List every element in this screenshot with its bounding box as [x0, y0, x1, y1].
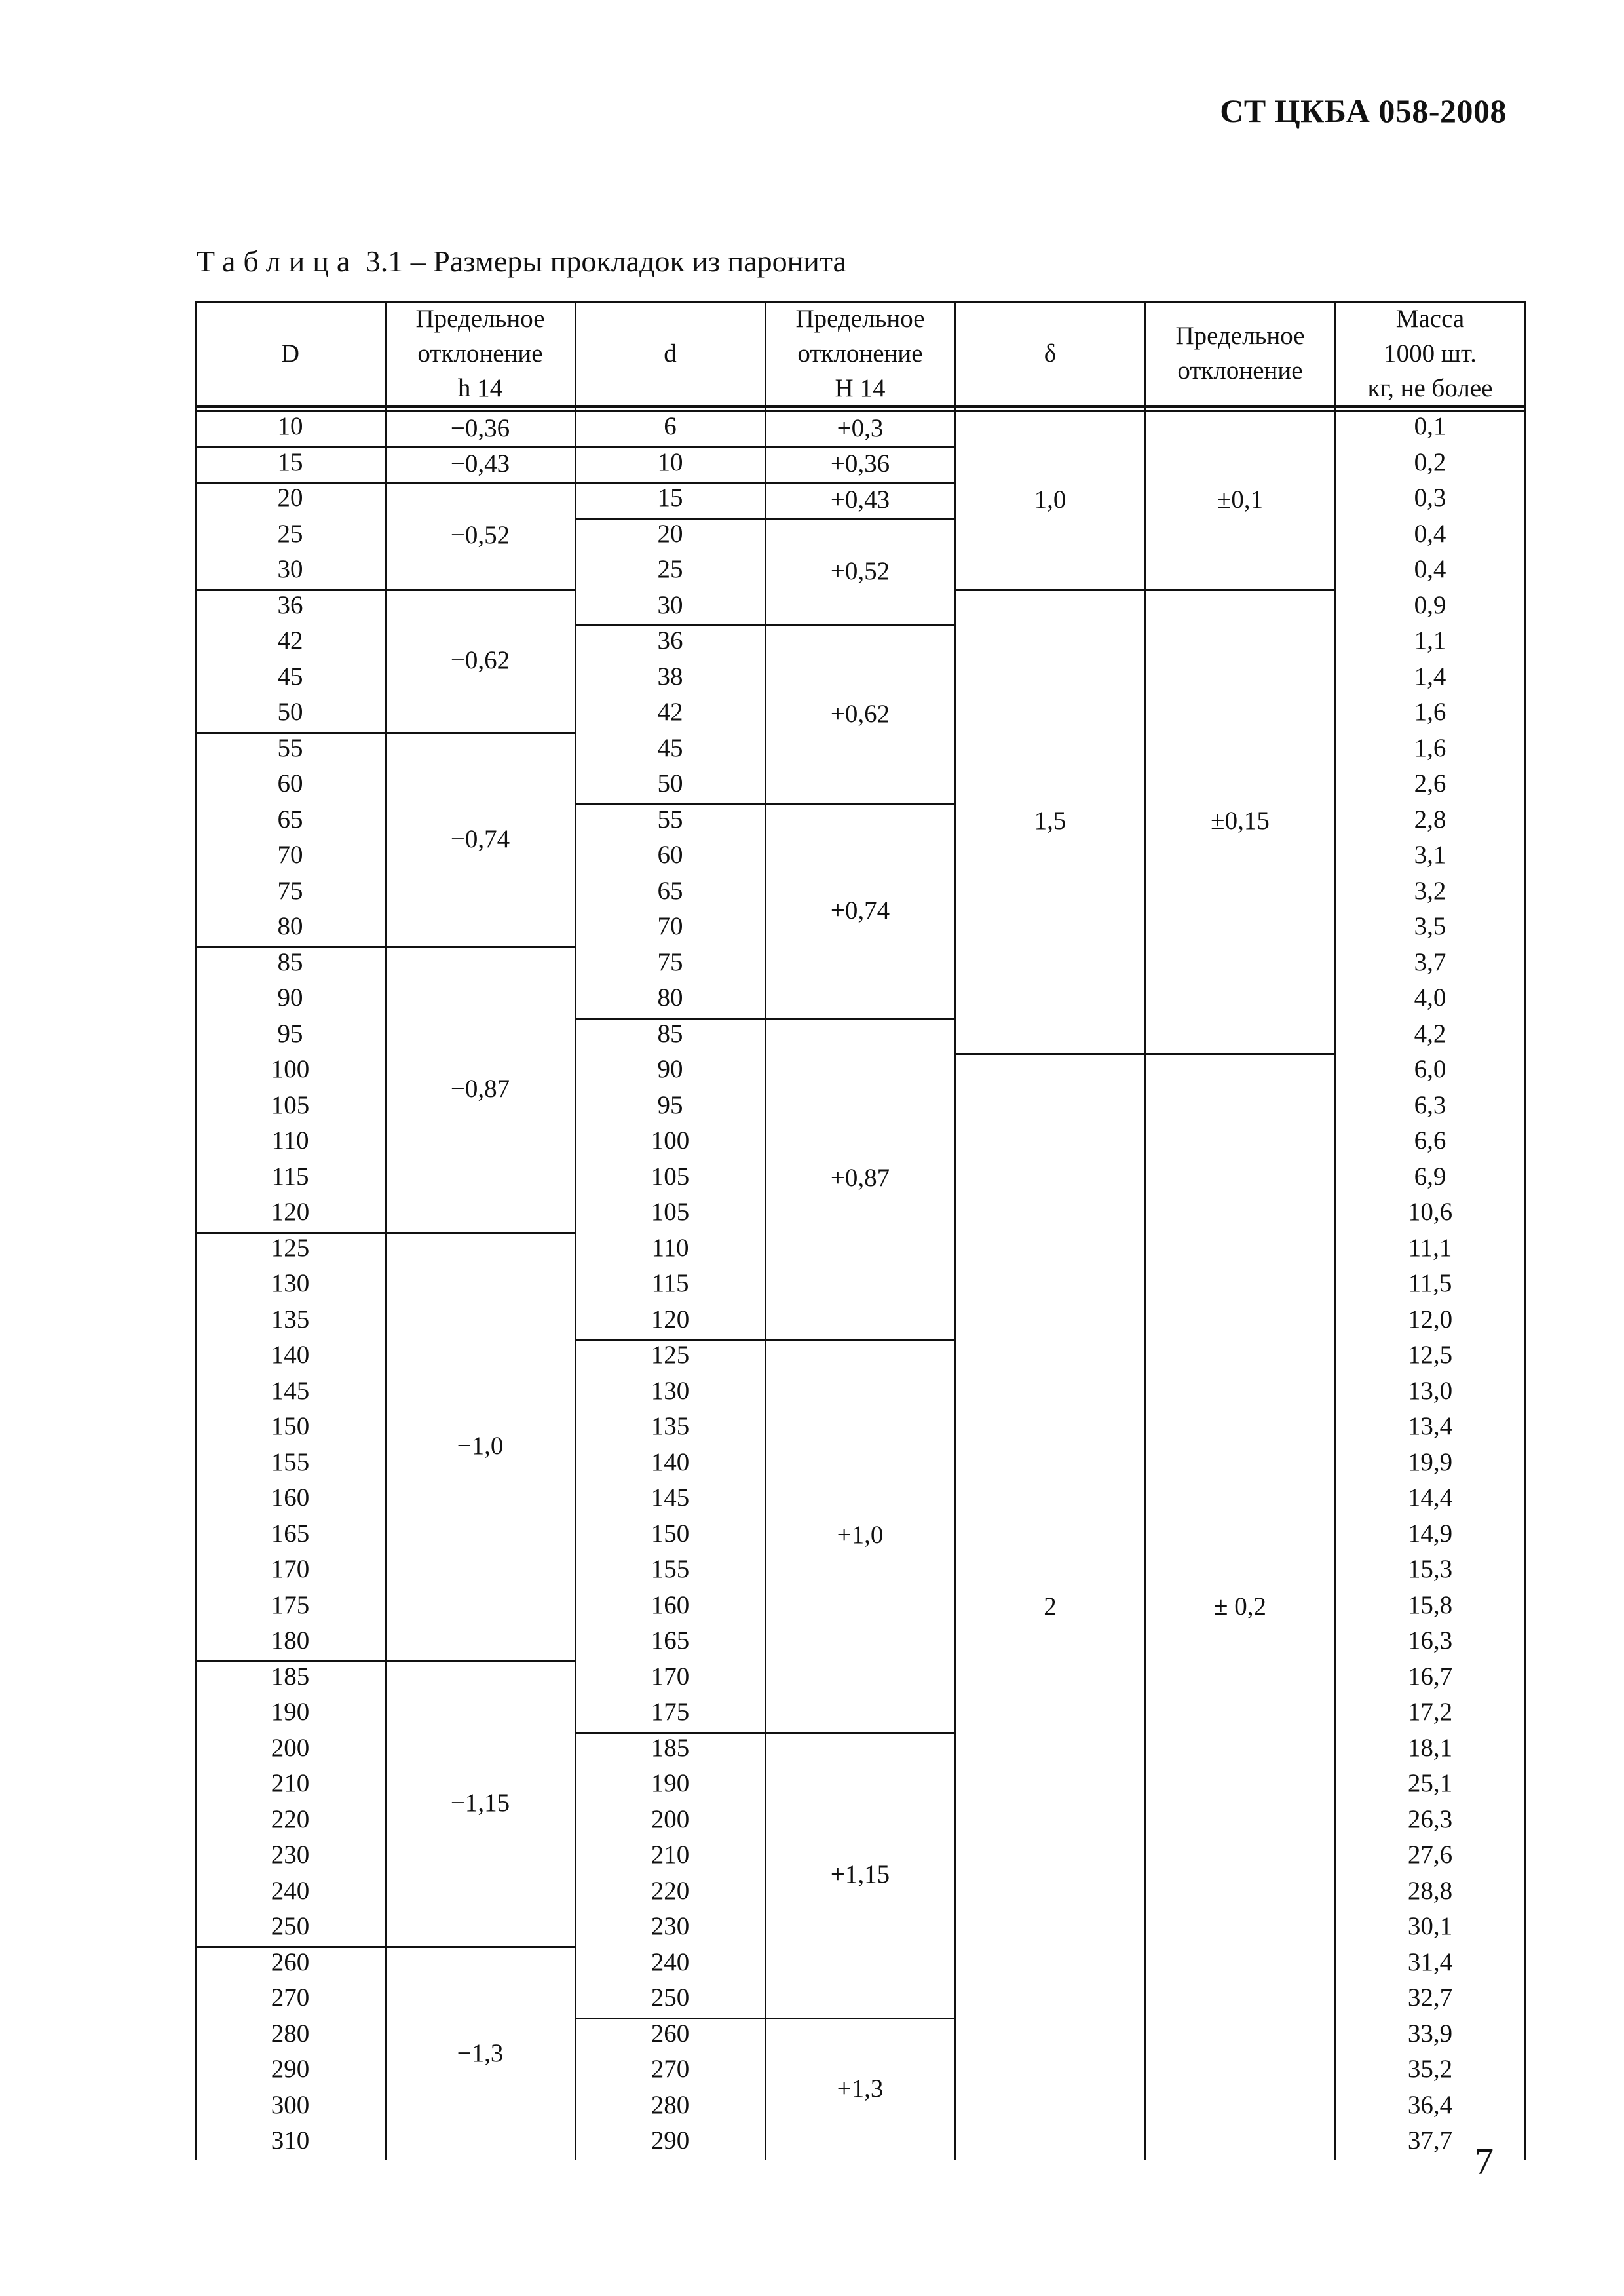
cell-D: 290 [271, 2055, 310, 2083]
cell-D: 270 [271, 1983, 310, 2012]
row-rule [1144, 589, 1336, 591]
cell-d: 110 [651, 1233, 689, 1262]
cell-d: 230 [651, 1912, 690, 1940]
cell-D: 230 [271, 1841, 310, 1869]
cell-d: 165 [651, 1626, 690, 1655]
row-rule [765, 446, 956, 448]
cell-tolerance-D: −1,0 [457, 1432, 504, 1460]
cell-D: 85 [277, 947, 303, 976]
row-rule [765, 2018, 956, 2019]
cell-D: 115 [271, 1162, 309, 1191]
row-rule [385, 482, 576, 484]
row-rule [385, 446, 576, 448]
cell-D: 220 [271, 1805, 310, 1833]
cell-d: 150 [651, 1519, 690, 1548]
cell-mass: 18,1 [1407, 1733, 1453, 1762]
header-tolerance-d-line: отклонение [797, 339, 923, 368]
cell-d: 260 [651, 2019, 690, 2048]
cell-D: 180 [271, 1626, 310, 1655]
header-d: d [664, 339, 677, 368]
cell-mass: 0,9 [1414, 590, 1446, 619]
cell-d: 130 [651, 1376, 690, 1405]
cell-D: 190 [271, 1698, 310, 1726]
row-rule [385, 1660, 576, 1662]
cell-mass: 12,0 [1407, 1305, 1453, 1333]
cell-mass: 10,6 [1407, 1198, 1453, 1226]
row-rule [195, 1660, 387, 1662]
row-rule [765, 518, 956, 520]
cell-mass: 3,7 [1414, 947, 1446, 976]
row-rule [575, 518, 766, 520]
cell-mass: 32,7 [1407, 1983, 1453, 2012]
row-rule [765, 1732, 956, 1734]
cell-tolerance-D: −1,3 [457, 2038, 504, 2067]
cell-mass: 27,6 [1407, 1841, 1453, 1869]
cell-D: 25 [277, 519, 303, 548]
cell-d: 50 [657, 769, 683, 797]
cell-tolerance-delta: ± 0,2 [1214, 1592, 1266, 1621]
cell-D: 130 [271, 1269, 310, 1297]
cell-mass: 13,0 [1407, 1376, 1453, 1405]
cell-mass: 11,5 [1408, 1269, 1452, 1297]
row-rule [575, 803, 766, 805]
cell-d: 250 [651, 1983, 690, 2012]
cell-mass: 28,8 [1407, 1876, 1453, 1905]
header-tolerance-delta-line: Предельное [1175, 322, 1305, 350]
cell-tolerance-d: +0,74 [830, 896, 890, 925]
cell-mass: 36,4 [1407, 2090, 1453, 2119]
cell-D: 160 [271, 1483, 310, 1512]
cell-mass: 2,8 [1414, 805, 1446, 833]
cell-D: 65 [277, 805, 303, 833]
row-rule [195, 446, 387, 448]
row-rule [195, 732, 387, 734]
cell-d: 90 [657, 1055, 683, 1083]
row-rule [195, 732, 387, 734]
cell-mass: 6,6 [1414, 1126, 1446, 1155]
cell-tolerance-D: −1,15 [450, 1789, 510, 1817]
cell-mass: 17,2 [1407, 1698, 1453, 1726]
row-rule [765, 624, 956, 626]
row-rule [575, 1339, 766, 1341]
header-mass [1335, 301, 1525, 405]
row-rule [575, 624, 766, 626]
cell-mass: 0,1 [1414, 412, 1446, 440]
header-tolerance-D-line: Предельное [415, 304, 545, 333]
row-rule [575, 518, 766, 520]
cell-mass: 26,3 [1407, 1805, 1453, 1833]
header-delta: δ [1044, 339, 1057, 368]
table-caption [197, 244, 846, 278]
row-rule [385, 1232, 576, 1234]
cell-d: 20 [657, 519, 683, 548]
row-rule [195, 1232, 387, 1234]
cell-mass: 3,2 [1414, 876, 1446, 905]
cell-delta: 1,0 [1034, 485, 1067, 514]
row-rule [575, 2018, 766, 2019]
cell-d: 25 [657, 555, 683, 583]
cell-d: 55 [657, 805, 683, 833]
cell-mass: 0,4 [1414, 519, 1446, 548]
cell-d: 70 [657, 912, 683, 940]
row-rule [385, 732, 576, 734]
row-rule [1144, 1053, 1336, 1055]
cell-mass: 30,1 [1407, 1912, 1453, 1940]
cell-mass: 4,0 [1414, 984, 1446, 1012]
cell-D: 145 [271, 1376, 310, 1405]
cell-mass: 11,1 [1408, 1233, 1452, 1262]
cell-D: 120 [271, 1198, 310, 1226]
cell-d: 200 [651, 1805, 690, 1833]
table-top-border [195, 301, 1526, 303]
cell-d: 135 [651, 1412, 690, 1440]
column-rule [954, 301, 956, 2160]
cell-d: 240 [651, 1947, 690, 1976]
cell-mass: 4,2 [1414, 1019, 1446, 1048]
cell-mass: 16,3 [1407, 1626, 1453, 1655]
row-rule [385, 482, 576, 484]
cell-d: 125 [651, 1341, 690, 1369]
cell-d: 75 [657, 947, 683, 976]
header-mass-line: Масса [1395, 304, 1465, 333]
header-rule [195, 405, 1526, 408]
cell-d: 175 [651, 1698, 690, 1726]
cell-d: 280 [651, 2090, 690, 2119]
cell-d: 85 [657, 1019, 683, 1048]
cell-D: 45 [277, 662, 303, 691]
row-rule [575, 624, 766, 626]
header-tolerance-D [385, 301, 575, 405]
row-rule [385, 946, 576, 948]
row-rule [765, 482, 956, 484]
cell-D: 100 [271, 1055, 310, 1083]
row-rule [954, 1053, 1146, 1055]
header-tolerance-D-line: отклонение [417, 339, 543, 368]
cell-d: 115 [651, 1269, 689, 1297]
row-rule [195, 589, 387, 591]
cell-mass: 0,3 [1414, 484, 1446, 512]
cell-D: 240 [271, 1876, 310, 1905]
cell-mass: 25,1 [1407, 1769, 1453, 1797]
row-rule [385, 1232, 576, 1234]
document-code: СТ ЦКБА 058-2008 [1220, 92, 1507, 129]
cell-D: 125 [271, 1233, 310, 1262]
header-tolerance-d [765, 301, 955, 405]
row-rule [1144, 589, 1336, 591]
cell-tolerance-d: +0,36 [830, 450, 890, 478]
row-rule [765, 624, 956, 626]
header-rule [195, 410, 1526, 412]
cell-D: 20 [277, 484, 303, 512]
header-tolerance-d-line: H 14 [835, 373, 886, 402]
row-rule [575, 1732, 766, 1734]
cell-D: 95 [277, 1019, 303, 1048]
row-rule [765, 803, 956, 805]
row-rule [195, 1660, 387, 1662]
column-rule [1334, 301, 1336, 2160]
row-rule [195, 589, 387, 591]
cell-D: 185 [271, 1662, 310, 1691]
cell-D: 60 [277, 769, 303, 797]
cell-mass: 6,9 [1414, 1162, 1446, 1191]
cell-mass: 0,4 [1414, 555, 1446, 583]
cell-D: 210 [271, 1769, 310, 1797]
cell-D: 165 [271, 1519, 310, 1548]
cell-tolerance-d: +0,87 [830, 1164, 890, 1193]
row-rule [195, 946, 387, 948]
cell-d: 10 [657, 448, 683, 476]
cell-d: 80 [657, 984, 683, 1012]
row-rule [954, 589, 1146, 591]
cell-d: 220 [651, 1876, 690, 1905]
cell-mass: 14,4 [1407, 1483, 1453, 1512]
cell-mass: 12,5 [1407, 1341, 1453, 1369]
row-rule [765, 482, 956, 484]
cell-D: 105 [271, 1090, 310, 1119]
cell-D: 250 [271, 1912, 310, 1940]
cell-mass: 2,6 [1414, 769, 1446, 797]
cell-D: 42 [277, 626, 303, 655]
row-rule [575, 803, 766, 805]
row-rule [195, 946, 387, 948]
row-rule [195, 1232, 387, 1234]
cell-d: 145 [651, 1483, 690, 1512]
header-mass-line: 1000 шт. [1384, 339, 1477, 368]
header-tolerance-delta-line: отклонение [1177, 356, 1303, 385]
cell-mass: 15,3 [1407, 1555, 1453, 1583]
row-rule [575, 2018, 766, 2019]
cell-mass: 19,9 [1407, 1447, 1453, 1476]
row-rule [385, 946, 576, 948]
cell-tolerance-d: +0,62 [830, 699, 890, 728]
table-caption-title: 3.1 – Размеры прокладок из паронита [365, 244, 846, 278]
row-rule [954, 1053, 1146, 1055]
row-rule [195, 482, 387, 484]
cell-d: 30 [657, 590, 683, 619]
cell-tolerance-delta: ±0,15 [1211, 807, 1270, 835]
column-rule [575, 301, 576, 2160]
cell-d: 42 [657, 698, 683, 726]
cell-d: 15 [657, 484, 683, 512]
row-rule [575, 482, 766, 484]
cell-mass: 1,6 [1414, 698, 1446, 726]
row-rule [575, 1732, 766, 1734]
cell-tolerance-d: +0,52 [830, 556, 890, 585]
row-rule [385, 589, 576, 591]
cell-mass: 35,2 [1407, 2055, 1453, 2083]
cell-D: 155 [271, 1447, 310, 1476]
cell-d: 65 [657, 876, 683, 905]
cell-d: 60 [657, 841, 683, 869]
row-rule [385, 1946, 576, 1948]
row-rule [575, 446, 766, 448]
cell-D: 36 [277, 590, 303, 619]
cell-tolerance-d: +1,15 [830, 1860, 890, 1888]
cell-D: 80 [277, 912, 303, 940]
cell-d: 140 [651, 1447, 690, 1476]
cell-d: 120 [651, 1305, 690, 1333]
row-rule [385, 1946, 576, 1948]
cell-mass: 6,0 [1414, 1055, 1446, 1083]
cell-mass: 37,7 [1407, 2126, 1453, 2154]
header-tolerance-delta [1145, 301, 1335, 405]
header-mass-line: кг, не более [1367, 373, 1493, 402]
cell-d: 105 [651, 1198, 690, 1226]
row-rule [765, 1018, 956, 1020]
row-rule [765, 1339, 956, 1341]
column-rule [385, 301, 387, 2160]
cell-tolerance-d: +1,0 [837, 1521, 884, 1550]
row-rule [575, 1339, 766, 1341]
cell-d: 160 [651, 1590, 690, 1619]
header-D: D [280, 339, 300, 368]
cell-tolerance-D: −0,36 [450, 413, 510, 442]
cell-mass: 0,2 [1414, 448, 1446, 476]
cell-d: 155 [651, 1555, 690, 1583]
cell-mass: 6,3 [1414, 1090, 1446, 1119]
cell-d: 95 [657, 1090, 683, 1119]
cell-d: 170 [651, 1662, 690, 1691]
row-rule [765, 518, 956, 520]
column-rule [1144, 301, 1146, 2160]
cell-D: 170 [271, 1555, 310, 1583]
cell-tolerance-D: −0,87 [450, 1075, 510, 1103]
header-tolerance-D-line: h 14 [457, 373, 503, 402]
row-rule [575, 1018, 766, 1020]
column-rule [1524, 301, 1526, 2160]
cell-mass: 1,6 [1414, 733, 1446, 762]
cell-D: 90 [277, 984, 303, 1012]
cell-D: 280 [271, 2019, 310, 2048]
row-rule [195, 482, 387, 484]
cell-mass: 15,8 [1407, 1590, 1453, 1619]
cell-mass: 16,7 [1407, 1662, 1453, 1691]
page-number: 7 [1475, 2140, 1494, 2183]
cell-D: 55 [277, 733, 303, 762]
row-rule [1144, 1053, 1336, 1055]
cell-D: 260 [271, 1947, 310, 1976]
column-rule [765, 301, 766, 2160]
cell-D: 300 [271, 2090, 310, 2119]
cell-mass: 14,9 [1407, 1519, 1453, 1548]
cell-mass: 13,4 [1407, 1412, 1453, 1440]
cell-D: 150 [271, 1412, 310, 1440]
cell-tolerance-delta: ±0,1 [1217, 485, 1264, 514]
row-rule [765, 803, 956, 805]
cell-d: 38 [657, 662, 683, 691]
row-rule [765, 446, 956, 448]
row-rule [385, 446, 576, 448]
table-caption-label: Таблица [197, 244, 358, 278]
row-rule [195, 1946, 387, 1948]
cell-D: 140 [271, 1341, 310, 1369]
row-rule [765, 1018, 956, 1020]
cell-d: 190 [651, 1769, 690, 1797]
cell-d: 45 [657, 733, 683, 762]
cell-mass: 1,1 [1414, 626, 1446, 655]
row-rule [575, 1018, 766, 1020]
cell-mass: 1,4 [1414, 662, 1446, 691]
cell-D: 110 [271, 1126, 309, 1155]
cell-d: 290 [651, 2126, 690, 2154]
row-rule [575, 482, 766, 484]
cell-tolerance-d: +0,3 [837, 413, 884, 442]
cell-tolerance-D: −0,62 [450, 646, 510, 674]
cell-d: 105 [651, 1162, 690, 1191]
cell-mass: 31,4 [1407, 1947, 1453, 1976]
cell-tolerance-D: −0,43 [450, 450, 510, 478]
cell-D: 200 [271, 1733, 310, 1762]
cell-tolerance-d: +0,43 [830, 485, 890, 514]
cell-D: 310 [271, 2126, 310, 2154]
cell-D: 10 [277, 412, 303, 440]
cell-d: 270 [651, 2055, 690, 2083]
row-rule [575, 446, 766, 448]
cell-D: 15 [277, 448, 303, 476]
cell-d: 6 [664, 412, 677, 440]
header-tolerance-d-line: Предельное [795, 304, 925, 333]
cell-D: 175 [271, 1590, 310, 1619]
row-rule [385, 589, 576, 591]
cell-delta: 2 [1044, 1592, 1057, 1621]
cell-d: 100 [651, 1126, 690, 1155]
row-rule [954, 589, 1146, 591]
cell-d: 36 [657, 626, 683, 655]
row-rule [195, 446, 387, 448]
cell-D: 135 [271, 1305, 310, 1333]
cell-tolerance-d: +1,3 [837, 2075, 884, 2103]
cell-d: 185 [651, 1733, 690, 1762]
column-rule [195, 301, 197, 2160]
cell-mass: 3,5 [1414, 912, 1446, 940]
cell-D: 75 [277, 876, 303, 905]
row-rule [765, 1339, 956, 1341]
cell-d: 210 [651, 1841, 690, 1869]
row-rule [765, 2018, 956, 2019]
cell-tolerance-D: −0,74 [450, 824, 510, 853]
cell-tolerance-D: −0,52 [450, 521, 510, 550]
cell-delta: 1,5 [1034, 807, 1067, 835]
row-rule [385, 732, 576, 734]
cell-D: 30 [277, 555, 303, 583]
cell-D: 50 [277, 698, 303, 726]
row-rule [195, 1946, 387, 1948]
cell-mass: 3,1 [1414, 841, 1446, 869]
row-rule [385, 1660, 576, 1662]
cell-D: 70 [277, 841, 303, 869]
row-rule [765, 1732, 956, 1734]
cell-mass: 33,9 [1407, 2019, 1453, 2048]
